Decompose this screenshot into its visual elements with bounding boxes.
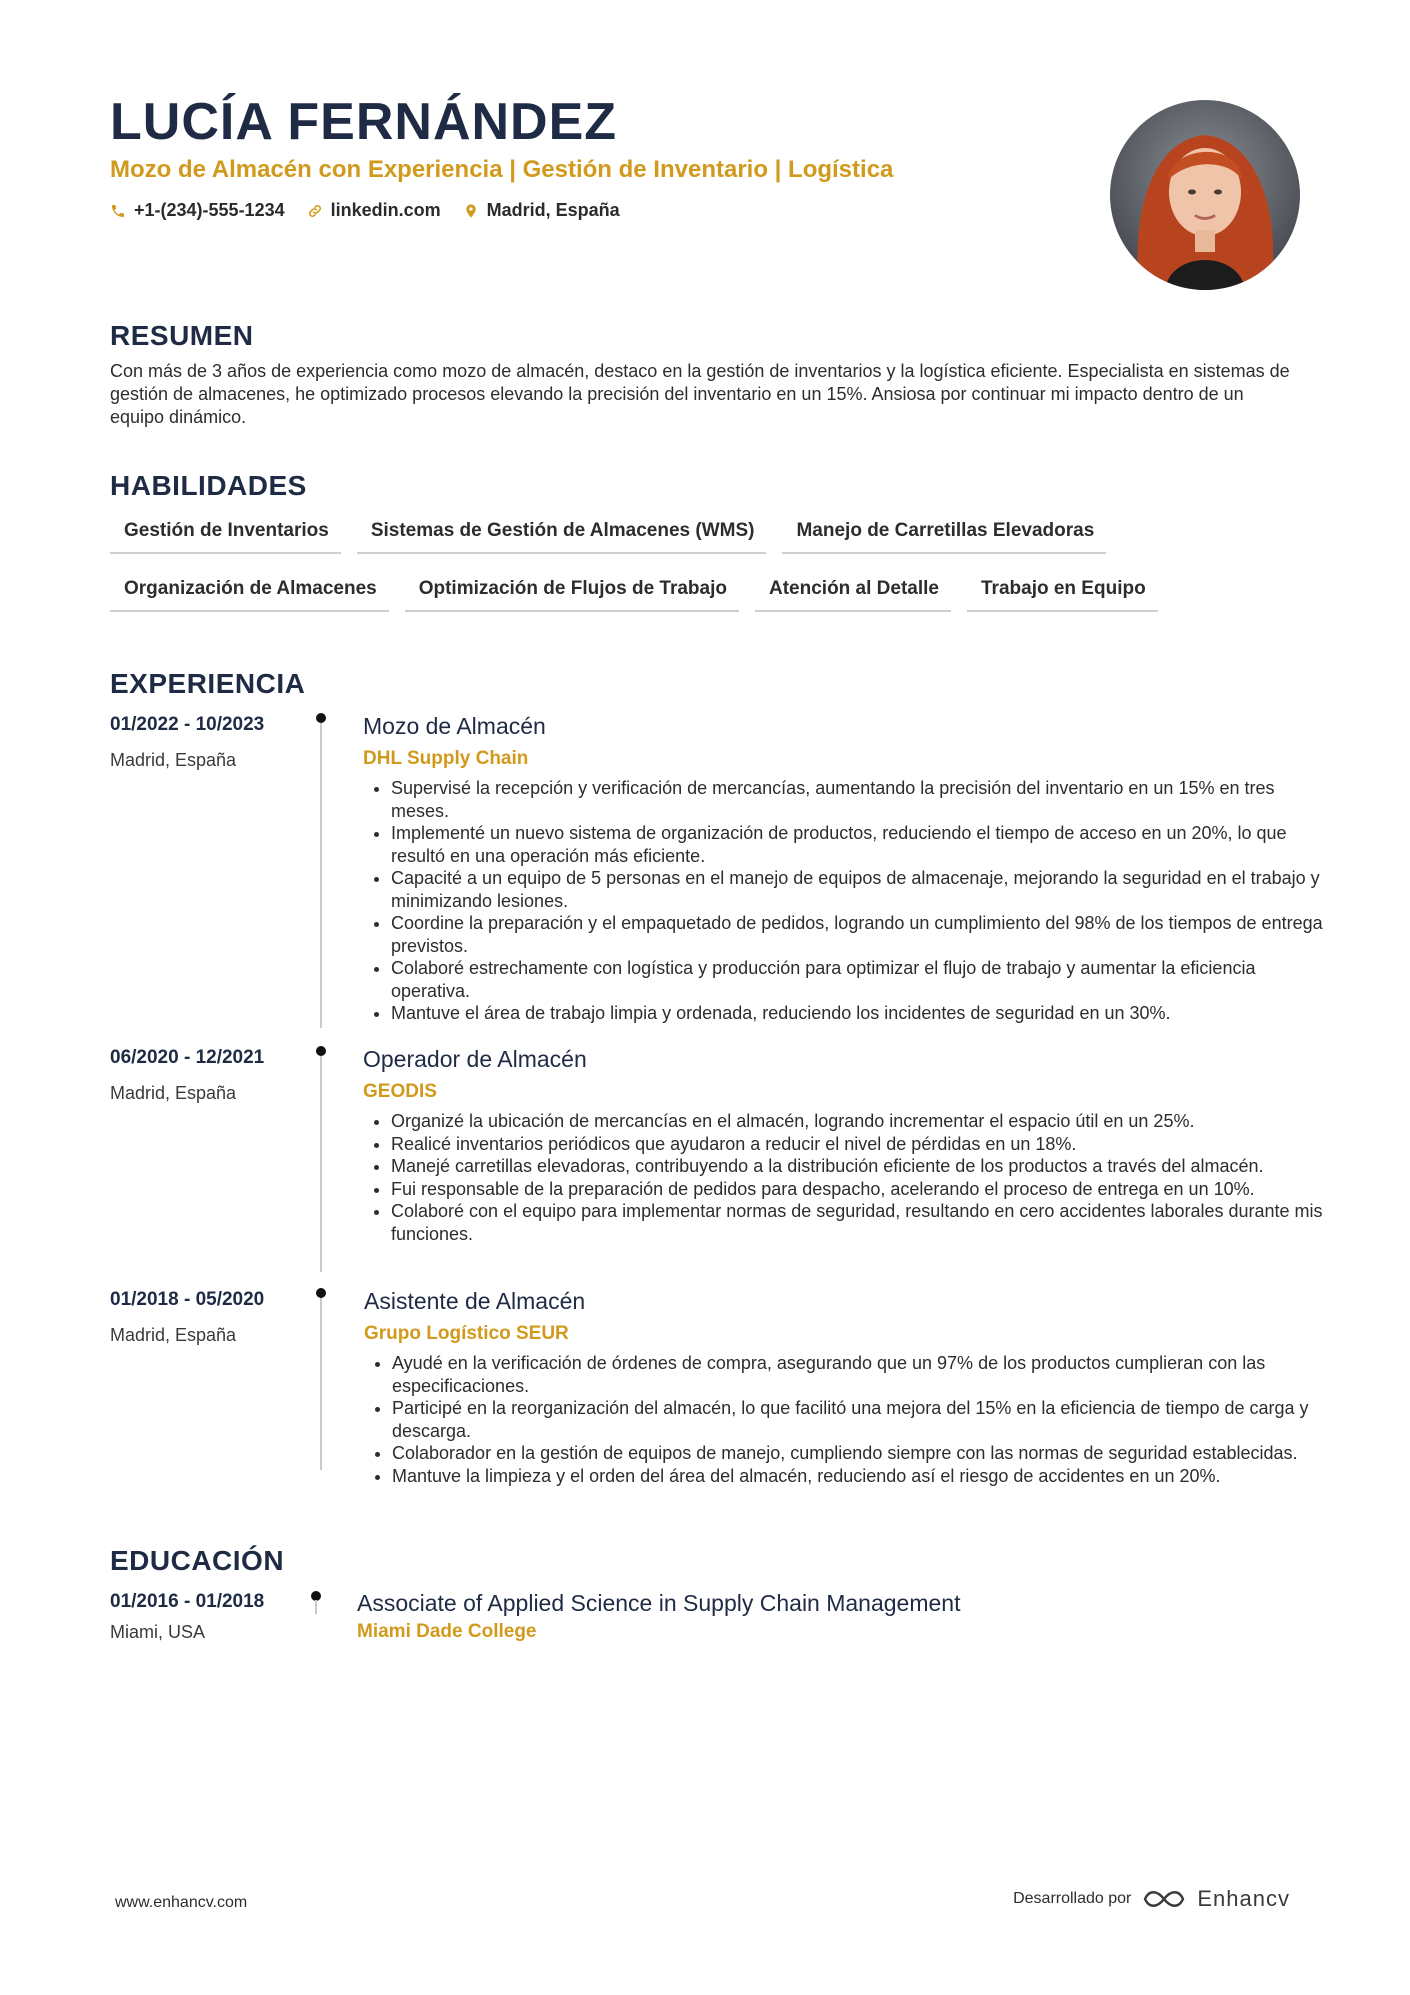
list-item: • Colaborador en la gestión de equipos de manejo, cumpliendo siempre con las normas de seguridad establecidas. [392, 1442, 1327, 1465]
skill-tag: Sistemas de Gestión de Almacenes (WMS) [357, 510, 767, 554]
job-bullets [365, 777, 1326, 1025]
location-pin-icon [463, 203, 479, 219]
timeline-line [320, 1290, 322, 1470]
timeline-line [320, 1046, 322, 1272]
profile-photo [1110, 100, 1300, 290]
brand-name: Enhancv [1197, 1886, 1290, 1911]
list-item: • Coordine la preparación y el empaquetado de pedidos, logrando un cumplimiento del 98% de los tiempos de entrega previstos. [391, 912, 1326, 957]
job-role: Mozo de Almacén [363, 713, 546, 739]
list-item: • Fui responsable de la preparación de pedidos para despacho, acelerando el proceso de entrega en un 10%. [391, 1178, 1326, 1201]
job-location: Madrid, España [110, 1325, 237, 1345]
contact-linkedin[interactable] [307, 200, 441, 221]
list-item: • Mantuve la limpieza y el orden del área del almacén, reduciendo así el riesgo de accidentes en un 20%. [392, 1465, 1327, 1488]
skills-row-2 [110, 568, 1158, 612]
powered-by-text: Desarrollado por [1013, 1890, 1132, 1907]
timeline-dot [316, 1046, 326, 1056]
contact-location [463, 200, 620, 221]
list-item: • Capacité a un equipo de 5 personas en el manejo de equipos de almacenaje, mejorando la seguridad en el trabajo y minimizando lesiones. [391, 867, 1326, 912]
list-item: • Participé en la reorganización del almacén, lo que facilitó una mejora del 15% en la eficiencia de tiempo de carga y descarga. [392, 1397, 1327, 1442]
footer-website[interactable]: www.enhancv.com [115, 1894, 248, 1911]
list-item: • Realicé inventarios periódicos que ayudaron a reducir el nivel de pérdidas en un 18%. [391, 1133, 1326, 1156]
contact-phone [110, 200, 285, 221]
skill-tag: Organización de Almacenes [110, 568, 389, 612]
job-company: DHL Supply Chain [363, 748, 529, 769]
phone-text: +1-(234)-555-1234 [134, 200, 285, 220]
list-item: • Ayudé en la verificación de órdenes de compra, asegurando que un 97% de los productos cumplieran con las especificaciones. [392, 1352, 1327, 1397]
skill-tag: Atención al Detalle [755, 568, 951, 612]
experience-title: EXPERIENCIA [110, 668, 306, 699]
list-item: • Manejé carretillas elevadoras, contribuyendo a la distribución eficiente de los productos a través del almacén. [391, 1155, 1326, 1178]
list-item: • Mantuve el área de trabajo limpia y ordenada, reduciendo los incidentes de seguridad en un 30%. [391, 1002, 1326, 1025]
job-location: Madrid, España [110, 750, 237, 770]
education-title: EDUCACIÓN [110, 1545, 285, 1576]
job-dates: 01/2022 - 10/2023 [110, 714, 265, 735]
education-school: Miami Dade College [357, 1621, 537, 1642]
summary-title: RESUMEN [110, 320, 254, 351]
location-text: Madrid, España [486, 200, 620, 220]
job-dates: 06/2020 - 12/2021 [110, 1047, 265, 1068]
skill-tag: Optimización de Flujos de Trabajo [405, 568, 739, 612]
candidate-headline: Mozo de Almacén con Experiencia | Gestión de Inventario | Logística [110, 156, 894, 183]
education-dates: 01/2016 - 01/2018 [110, 1591, 265, 1612]
list-item: • Implementé un nuevo sistema de organización de productos, reduciendo el tiempo de acceso en un 20%, lo que resultó en una operación más eficiente. [391, 822, 1326, 867]
job-role: Asistente de Almacén [364, 1288, 586, 1314]
contact-bar [110, 200, 620, 221]
timeline-line [315, 1600, 317, 1614]
enhancv-logo-icon [1141, 1886, 1187, 1912]
job-bullets [366, 1352, 1327, 1487]
list-item: • Colaboré con el equipo para implementar normas de seguridad, resultando en cero accidentes laborales durante mis funciones. [391, 1200, 1326, 1245]
phone-icon [110, 203, 126, 219]
list-item: • Supervisé la recepción y verificación de mercancías, aumentando la precisión del inventario en un 15% en tres meses. [391, 777, 1326, 822]
skill-tag: Gestión de Inventarios [110, 510, 341, 554]
skills-row-1 [110, 510, 1106, 554]
job-company: GEODIS [363, 1081, 437, 1102]
candidate-name: LUCÍA FERNÁNDEZ [110, 93, 618, 151]
skills-title: HABILIDADES [110, 470, 307, 501]
job-bullets [365, 1110, 1326, 1245]
job-dates: 01/2018 - 05/2020 [110, 1289, 265, 1310]
education-location: Miami, USA [110, 1622, 206, 1642]
skill-tag: Manejo de Carretillas Elevadoras [782, 510, 1106, 554]
list-item: • Organizé la ubicación de mercancías en el almacén, logrando incrementar el espacio útil en un 25%. [391, 1110, 1326, 1133]
footer-branding [1013, 1886, 1290, 1912]
timeline-dot [316, 1288, 326, 1298]
skill-tag: Trabajo en Equipo [967, 568, 1158, 612]
link-icon [307, 203, 323, 219]
timeline-dot [316, 713, 326, 723]
job-location: Madrid, España [110, 1083, 237, 1103]
job-role: Operador de Almacén [363, 1046, 587, 1072]
portrait-illustration [1110, 100, 1300, 290]
linkedin-text[interactable]: linkedin.com [330, 200, 441, 220]
list-item: • Colaboré estrechamente con logística y producción para optimizar el flujo de trabajo y aumentar la eficiencia operativa. [391, 957, 1326, 1002]
education-degree: Associate of Applied Science in Supply Chain Management [357, 1590, 961, 1616]
timeline-line [320, 718, 322, 1028]
summary-text: Con más de 3 años de experiencia como mozo de almacén, destaco en la gestión de inventarios y la logística eficiente. Especialista en sistemas de gestión de almacenes, he optimizado procesos elevando la precisión del inventario en un 15%. Ansiosa por continuar mi impacto dentro de un equipo dinámico. [110, 361, 1290, 427]
job-company: Grupo Logístico SEUR [364, 1323, 569, 1344]
